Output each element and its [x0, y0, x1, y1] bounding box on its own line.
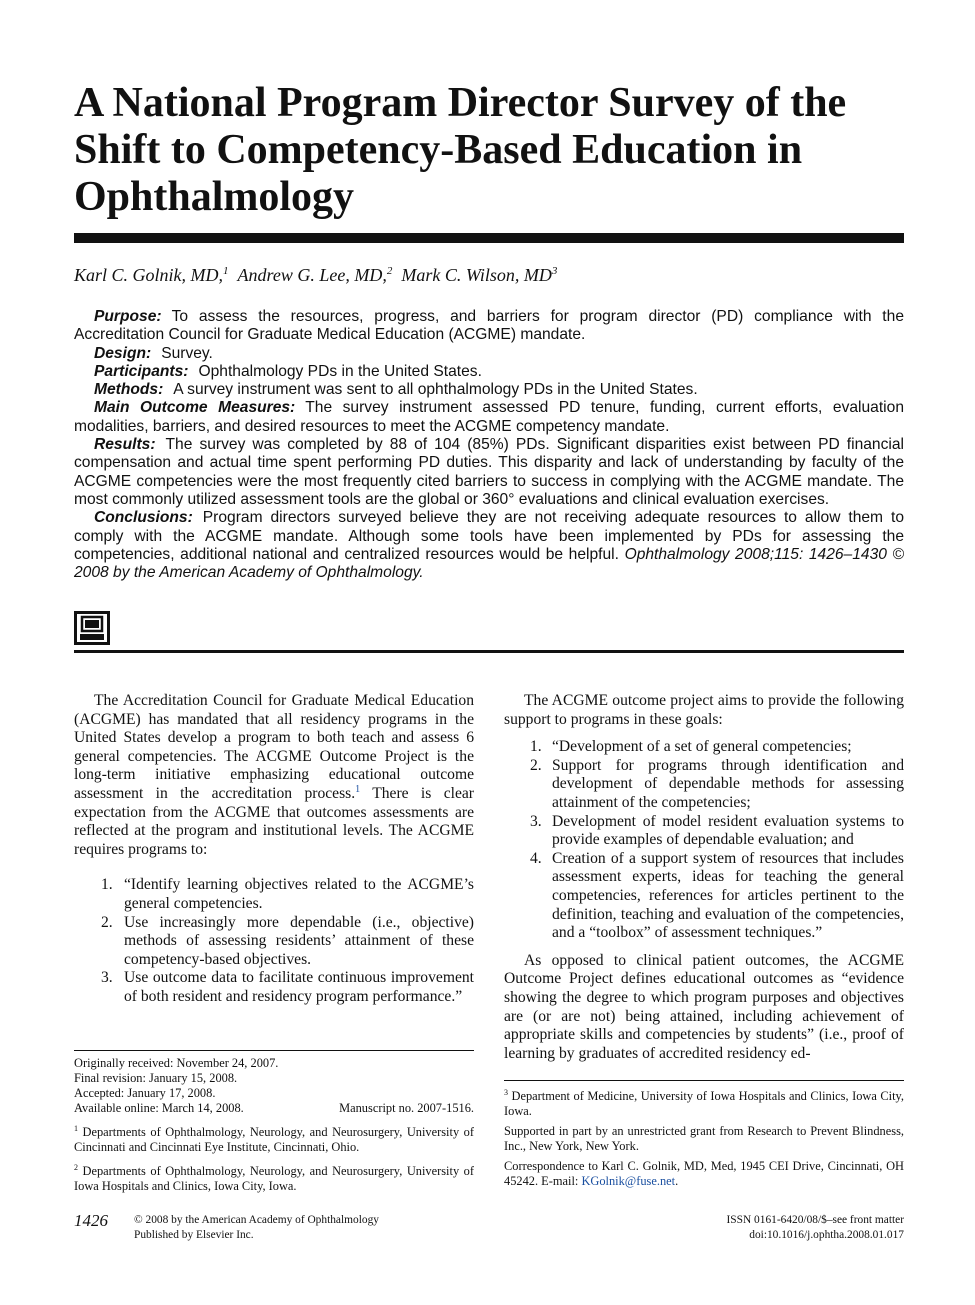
- body-paragraph: The ACGME outcome project aims to provide the following support to programs in these goals:: [504, 692, 904, 728]
- accepted-date: Accepted: January 17, 2008.: [74, 1086, 216, 1100]
- affiliation-mark: 3: [504, 1088, 508, 1097]
- correspondence-text: Correspondence to Karl C. Golnik, MD, Med, 1945 CEI Drive, Cincinnati, OH 45242. E-mail:: [504, 1159, 904, 1189]
- affiliation-1: [74, 1121, 474, 1155]
- support-list: [504, 738, 904, 943]
- list-text: Development of model resident evaluation systems to provide examples of dependable evaluation; and: [552, 812, 904, 849]
- footer-copyright: [134, 1213, 379, 1243]
- requirements-list: [74, 876, 474, 1006]
- abstract-rule: [74, 650, 904, 653]
- author-name: Karl C. Golnik, MD,: [74, 265, 224, 285]
- list-item: [504, 850, 904, 943]
- list-text: Support for programs through identification and development of dependable methods for assessing attainment of the competencies;: [552, 756, 904, 811]
- footnotes-left: [74, 1056, 474, 1199]
- affiliation-mark: 1: [74, 1124, 78, 1133]
- abstract-label-purpose: Purpose:: [94, 308, 162, 325]
- abstract-label-participants: Participants:: [94, 362, 189, 380]
- footer-issn: [727, 1213, 904, 1243]
- abstract-outcome: The survey instrument assessed PD tenure, funding, current efforts, evaluation modalities, barriers, and desired resources to meet the ACGME competency mandate.: [74, 399, 904, 435]
- publisher-line: Published by Elsevier Inc.: [134, 1229, 254, 1241]
- correspondence-note: [504, 1159, 904, 1189]
- revision-date: Final revision: January 15, 2008.: [74, 1071, 238, 1085]
- list-text: “Identify learning objectives related to the ACGME’s general competencies.: [124, 876, 474, 912]
- affiliation-2: [74, 1160, 474, 1194]
- abstract-methods: A survey instrument was sent to all ophthalmology PDs in the United States.: [173, 381, 698, 399]
- received-date: Originally received: November 24, 2007.: [74, 1056, 279, 1070]
- affiliation-text: Departments of Ophthalmology, Neurology, and Neurosurgery, University of Iowa Hospitals and Clinics, Iowa City, Iowa.: [74, 1164, 474, 1194]
- list-text: Use increasingly more dependable (i.e., objective) methods of assessing residents’ attainment of these competency-based objectives.: [124, 913, 474, 968]
- affiliation-text: Department of Medicine, University of Iowa Hospitals and Clinics, Iowa City, Iowa.: [504, 1089, 904, 1119]
- page-number: 1426: [74, 1211, 108, 1230]
- body-text: The Accreditation Council for Graduate Medical Education (ACGME) has mandated that all residency programs in the United States develop a program to both teach and assess 6 general competencies. The ACGME Outcome Project is the long-term initiative emphasizing educational outcome assessment in the accreditation process.: [74, 692, 474, 802]
- footnote-rule: [74, 1050, 474, 1051]
- list-item: [504, 738, 904, 757]
- list-item: [504, 813, 904, 850]
- abstract-label-conclusions: Conclusions:: [94, 509, 193, 527]
- list-number: 1.: [101, 876, 113, 894]
- list-number: 2.: [101, 913, 113, 931]
- abstract-conclusions: Program directors surveyed believe they are not receiving adequate resources to allow them to comply with the ACGME mandate. Although some tools have been implemented by PDs for assessing the competencies, additional national and centralized resources would be helpful.: [74, 509, 904, 563]
- author-affiliation-mark: 3: [551, 265, 558, 277]
- computer-icon[interactable]: [74, 611, 110, 645]
- doi-line[interactable]: doi:10.1016/j.ophtha.2008.01.017: [749, 1229, 904, 1241]
- email-link[interactable]: KGolnik@fuse.net: [581, 1174, 676, 1189]
- correspondence-period: .: [675, 1174, 679, 1189]
- online-row: [74, 1101, 474, 1116]
- abstract-label-design: Design:: [94, 344, 152, 362]
- abstract: [74, 308, 904, 582]
- list-number: 2.: [530, 756, 542, 774]
- abstract-results: The survey was completed by 88 of 104 (85%) PDs. Significant disparities exist between PD financial compensation and actual time spent performing PD duties. This disparity and lack of understanding by faculty of the ACGME competencies were the most frequently cited barriers to success in complying with the ACGME mandate. The most commonly utilized assessment tools are the global or 360° evaluations and clinical evaluation exercises.: [74, 436, 904, 508]
- online-date: Available online: March 14, 2008.: [74, 1101, 244, 1115]
- list-number: 1.: [530, 738, 542, 756]
- author-affiliation-mark: 2: [386, 265, 393, 277]
- body-text: There is clear expectation from the ACGME that outcomes assessments are reflected at the program and institutional levels. The ACGME requires programs to:: [74, 784, 474, 858]
- funding-note: Supported in part by an unrestricted grant from Research to Prevent Blindness, Inc., New York, New York.: [504, 1124, 904, 1154]
- author-affiliation-mark: 1: [223, 265, 229, 277]
- affiliation-mark: 2: [74, 1163, 78, 1173]
- reference-link[interactable]: 1: [355, 783, 361, 795]
- affiliation-3: [504, 1085, 904, 1119]
- manuscript-number: Manuscript no. 2007-1516.: [339, 1101, 474, 1115]
- issn-line: ISSN 0161-6420/08/$–see front matter: [726, 1214, 904, 1226]
- dates-block: [74, 1056, 474, 1116]
- body-paragraph: As opposed to clinical patient outcomes, the ACGME Outcome Project defines educational outcomes as “evidence showing the degree to which program purposes and objectives are (or are not) being attained, including achievement of appropriate skills and competencies by students” (i.e., proof of learning by graduates of accredited residency ed-: [504, 951, 904, 1062]
- list-item: [74, 969, 474, 1006]
- list-item: [504, 757, 904, 813]
- list-item: [74, 876, 474, 913]
- list-text: Creation of a support system of resources that includes assessment experts, ideas for teaching the general competencies, references for articles pertinent to the definition, teaching and evaluation of the competencies, and a “toolbox” of assessment techniques.”: [552, 849, 904, 942]
- affiliation-text: Departments of Ophthalmology, Neurology, and Neurosurgery, University of Cincinnati and Cincinnati Eye Institute, Cincinnati, Ohio.: [74, 1125, 474, 1155]
- body-column-right: [504, 692, 904, 1063]
- list-number: 3.: [101, 969, 113, 987]
- abstract-purpose: To assess the resources, progress, and barriers for program director (PD) compliance with the Accreditation Council for Graduate Medical Education (ACGME) mandate.: [74, 308, 904, 344]
- abstract-participants: Ophthalmology PDs in the United States.: [198, 362, 482, 380]
- copyright-line: © 2008 by the American Academy of Ophthalmology: [134, 1214, 379, 1226]
- body-column-left: [74, 692, 474, 1016]
- abstract-label-outcome: Main Outcome Measures:: [94, 399, 296, 417]
- author-list: [74, 265, 557, 286]
- body-paragraph: [74, 692, 474, 859]
- footnote-rule: [504, 1080, 904, 1081]
- list-number: 4.: [530, 849, 542, 867]
- list-text: Use outcome data to facilitate continuous improvement of both resident and residency program performance.”: [124, 969, 474, 1005]
- list-number: 3.: [530, 812, 542, 830]
- title-rule: [74, 233, 904, 243]
- article-title: A National Program Director Survey of the Shift to Competency-Based Education in Ophthalmology: [74, 80, 847, 220]
- author-name: Mark C. Wilson, MD: [401, 265, 552, 285]
- list-item: [74, 914, 474, 970]
- abstract-label-methods: Methods:: [94, 381, 164, 399]
- list-text: “Development of a set of general competencies;: [552, 738, 852, 756]
- abstract-citation: Ophthalmology 2008;115: 1426–1430 © 2008 by the American Academy of Ophthalmology.: [74, 545, 905, 582]
- footnotes-right: [504, 1085, 904, 1194]
- abstract-label-results: Results:: [94, 436, 156, 454]
- abstract-design: Survey.: [161, 344, 213, 362]
- author-name: Andrew G. Lee, MD,: [237, 265, 387, 285]
